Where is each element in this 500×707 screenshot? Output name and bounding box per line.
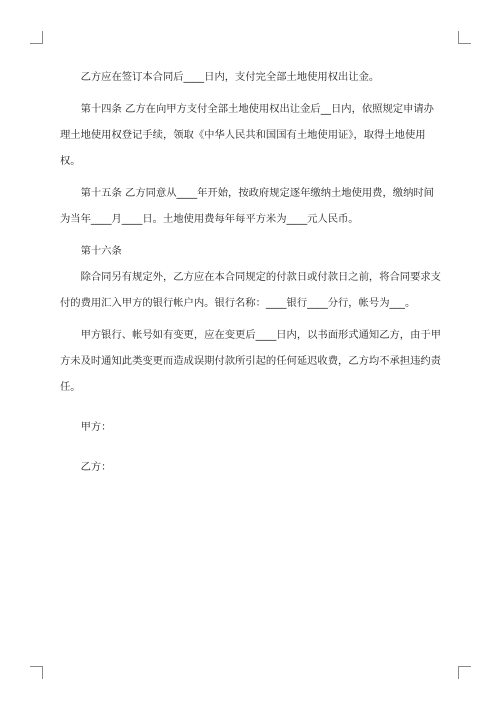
document-body	[60, 64, 442, 486]
article-16-heading: 第十六条	[80, 245, 122, 257]
paragraph-payment-deadline: 乙方应在签订本合同后____日内，支付完全部土地使用权出让金。	[80, 71, 380, 83]
crop-mark-bottom-left	[30, 666, 43, 679]
paragraph-article-15: 第十五条 乙方同意从____年开始，按政府规定逐年缴纳土地使用费，缴纳时间为当年____月____日。土地使用费每年每平方米为____元人民币。	[60, 187, 434, 225]
party-a-signature-line: 甲方：	[80, 421, 112, 433]
paragraph-article-16-payment: 除合同另有规定外，乙方应在本合同规定的付款日或付款日之前，将合同要求支付的费用汇入甲方的银行帐户内。银行名称：____银行____分行，帐号为___。	[60, 271, 441, 309]
crop-mark-top-left	[30, 31, 43, 44]
crop-mark-top-right	[458, 31, 471, 44]
crop-mark-bottom-right	[458, 666, 471, 679]
paragraph-article-14: 第十四条 乙方在向甲方支付全部土地使用权出让金后__日内，依照规定申请办理土地使用权登记手续，领取《中华人民共和国国有土地使用证》，取得土地使用权。	[60, 103, 434, 167]
party-b-signature-line: 乙方：	[80, 461, 112, 473]
paragraph-bank-change: 甲方银行、帐号如有变更，应在变更后____日内，以书面形式通知乙方，由于甲方未及时通知此类变更而造成误期付款所引起的任何延迟收费，乙方均不承担违约责任。	[60, 329, 441, 393]
